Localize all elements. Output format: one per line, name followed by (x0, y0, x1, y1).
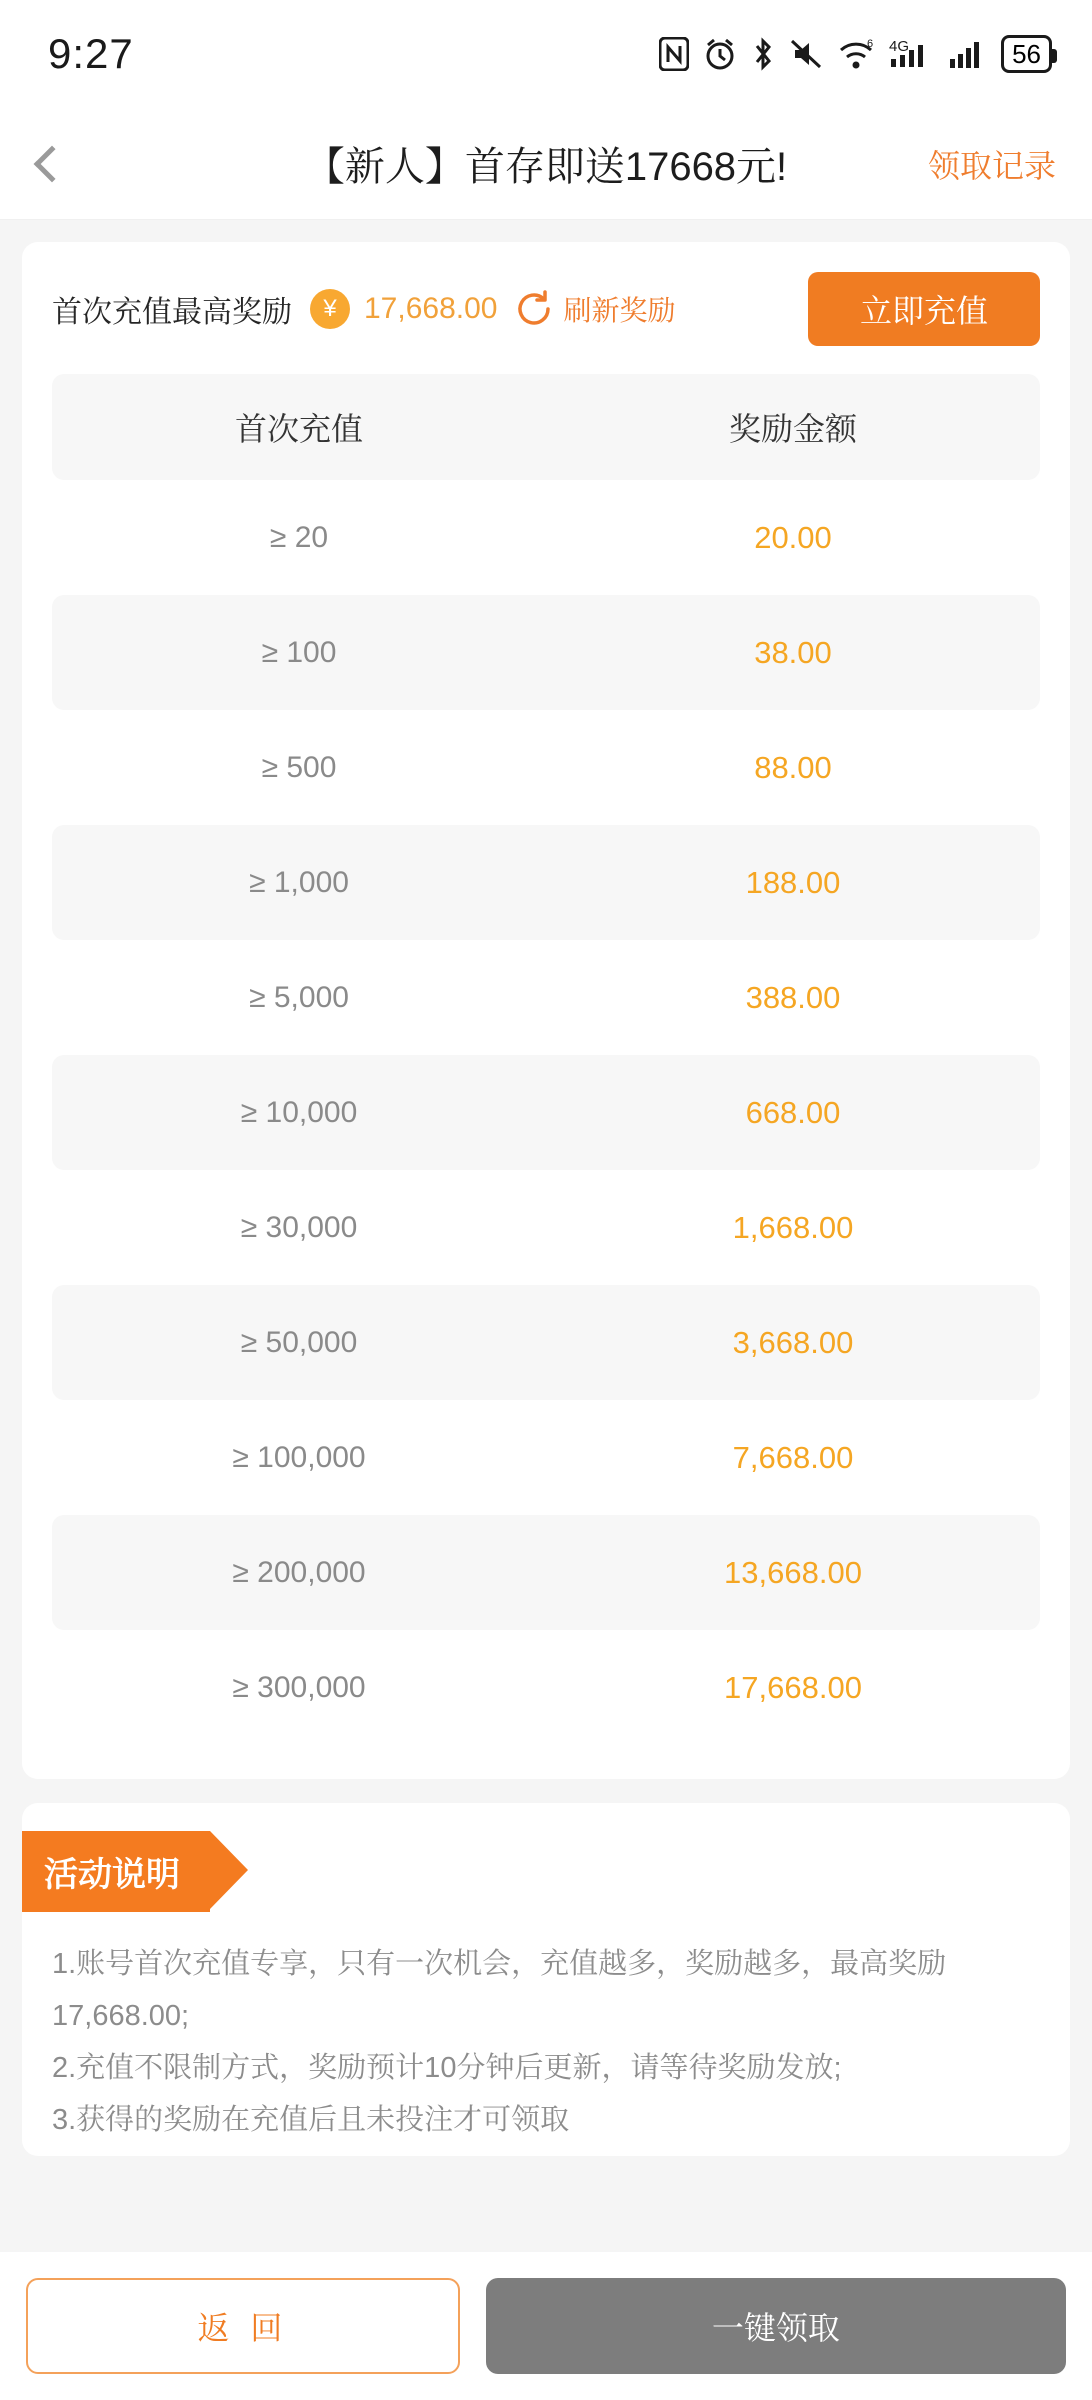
table-row (52, 480, 1040, 595)
recharge-now-button[interactable]: 立即充值 (808, 272, 1040, 346)
tier-value: ≥ 50,000 (52, 1285, 546, 1400)
svg-text:6: 6 (867, 38, 874, 50)
bonus-value: 1,668.00 (732, 1209, 854, 1245)
table-row (52, 1515, 1040, 1630)
tier-value: ≥ 30,000 (240, 1210, 358, 1244)
bonus-value: 3,668.00 (546, 1285, 1040, 1400)
signal-bars-icon (949, 37, 983, 71)
app-header (0, 108, 1092, 220)
mute-icon (789, 37, 823, 71)
reward-card (22, 242, 1070, 1779)
tier-value: ≥ 20 (269, 520, 329, 554)
tier-value: ≥ 10,000 (52, 1055, 546, 1170)
table-body (52, 480, 1040, 1745)
table-header-bonus: 奖励金额 (546, 374, 1040, 480)
reward-summary-row (52, 270, 1040, 348)
tier-value: ≥ 200,000 (52, 1515, 546, 1630)
reward-tier-table (52, 374, 1040, 1745)
bonus-value: 668.00 (546, 1055, 1040, 1170)
bonus-value: 88.00 (754, 749, 832, 785)
notice-item: 2.充值不限制方式，奖励预计10分钟后更新，请等待奖励发放; (52, 2052, 842, 2084)
bottom-action-bar (0, 2252, 1092, 2400)
notice-item: 3.获得的奖励在充值后且未投注才可领取 (52, 2104, 570, 2136)
table-row (52, 940, 1040, 1055)
bonus-value: 7,668.00 (732, 1439, 854, 1475)
activity-notice-card (22, 1803, 1070, 2156)
wifi-icon (837, 37, 875, 71)
activity-notice-ribbon: 活动说明 (22, 1831, 210, 1912)
page-title: 【新人】首存即送17668元! (304, 145, 788, 189)
status-bar (0, 0, 1092, 108)
status-time: 9:27 (48, 30, 134, 77)
claim-record-link[interactable]: 领取记录 (927, 147, 1056, 184)
bonus-value: 388.00 (745, 979, 841, 1015)
bonus-value: 188.00 (546, 825, 1040, 940)
bonus-value: 13,668.00 (546, 1515, 1040, 1630)
table-row (52, 1630, 1040, 1745)
battery-indicator: 56 (1001, 35, 1052, 73)
chevron-left-icon (34, 145, 71, 182)
table-header-tier: 首次充值 (52, 374, 546, 480)
coin-icon: ¥ (310, 289, 350, 329)
signal-4g-icon (889, 37, 935, 71)
tier-value: ≥ 300,000 (232, 1670, 366, 1704)
bonus-value: 38.00 (546, 595, 1040, 710)
table-row (52, 825, 1040, 940)
table-row (52, 1285, 1040, 1400)
table-row (52, 1400, 1040, 1515)
back-button[interactable] (0, 151, 96, 177)
back-button-bottom[interactable]: 返 回 (26, 2278, 460, 2374)
svg-text:4G: 4G (889, 38, 910, 55)
bluetooth-icon (751, 37, 775, 71)
tier-value: ≥ 100 (52, 595, 546, 710)
status-icon-group (659, 35, 1052, 73)
reward-summary-label: 首次充值最高奖励 (52, 296, 292, 329)
tier-value: ≥ 100,000 (232, 1440, 366, 1474)
table-row (52, 1170, 1040, 1285)
table-row (52, 1055, 1040, 1170)
max-reward-amount: 17,668.00 (364, 292, 498, 325)
tier-value: ≥ 500 (261, 750, 337, 784)
claim-all-button[interactable]: 一键领取 (486, 2278, 1066, 2374)
bonus-value: 17,668.00 (724, 1669, 862, 1705)
bonus-value: 20.00 (754, 519, 832, 555)
refresh-icon[interactable] (515, 290, 553, 328)
alarm-icon (703, 37, 737, 71)
table-row (52, 595, 1040, 710)
notice-item: 1.账号首次充值专享，只有一次机会，充值越多，奖励越多，最高奖励17,668.00; (52, 1948, 947, 2032)
activity-notice-list (22, 1912, 1070, 2146)
refresh-reward-button[interactable]: 刷新奖励 (563, 295, 676, 326)
page-body (0, 220, 1092, 2400)
nfc-icon (659, 37, 689, 71)
table-header-row (52, 374, 1040, 480)
tier-value: ≥ 1,000 (52, 825, 546, 940)
table-row (52, 710, 1040, 825)
tier-value: ≥ 5,000 (249, 980, 349, 1014)
